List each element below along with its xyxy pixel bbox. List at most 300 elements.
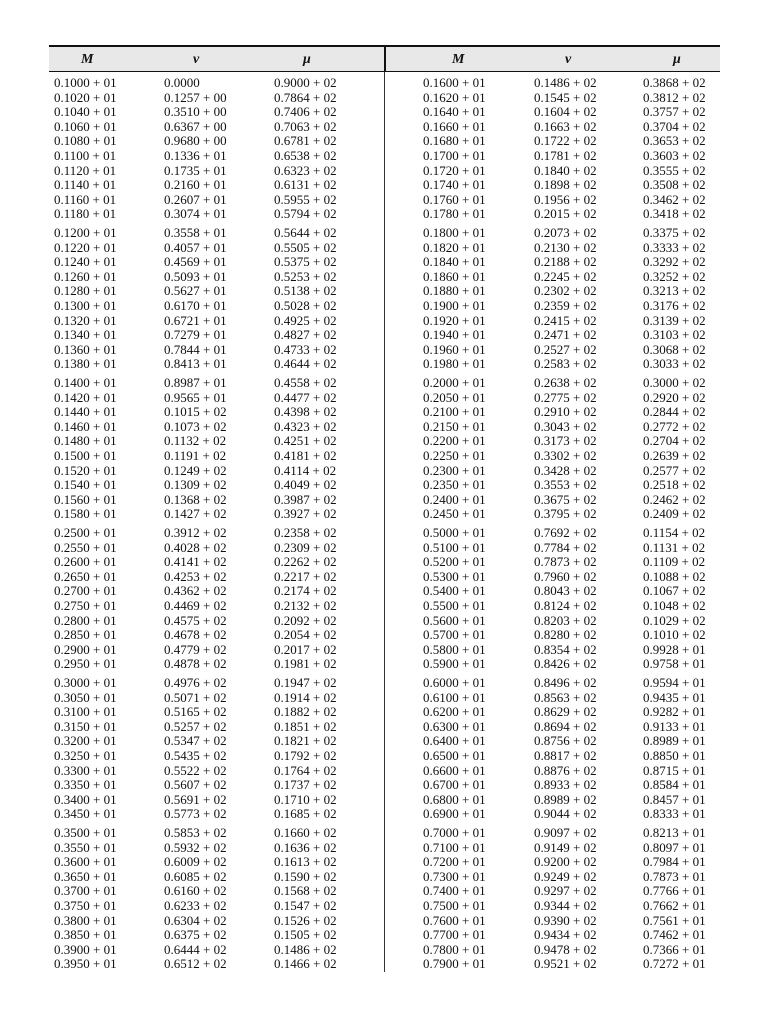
table-cell: 0.7873 + 01 [643,868,706,884]
table-cell: 0.6375 + 02 [164,927,227,943]
table-cell: 0.6400 + 01 [423,733,486,749]
table-cell: 0.3300 + 01 [54,762,117,778]
table-cell: 0.1240 + 01 [54,254,117,270]
table-cell: 0.1660 + 01 [423,118,486,134]
table-cell: 0.2409 + 02 [643,506,706,522]
table-cell: 0.1466 + 02 [274,956,337,972]
table-cell: 0.2245 + 02 [534,268,597,284]
table-cell: 0.3418 + 02 [643,206,706,222]
table-cell: 0.5600 + 01 [423,612,486,628]
table-cell: 0.5627 + 01 [164,283,227,299]
table-cell: 0.2054 + 02 [274,627,337,643]
table-cell: 0.3912 + 02 [164,525,227,540]
table-cell: 0.1400 + 01 [54,375,117,390]
table-row [49,599,720,614]
table-row [49,449,720,464]
table-cell: 0.8203 + 02 [534,612,597,628]
table-row [49,705,720,720]
table-cell: 0.1020 + 01 [54,89,117,105]
header-m-left: M [81,52,94,67]
table-cell: 0.7960 + 02 [534,568,597,584]
table-cell: 0.5000 + 01 [423,525,486,540]
table-cell: 0.2950 + 01 [54,656,117,672]
table-cell: 0.5691 + 02 [164,791,227,807]
table-row [49,343,720,358]
table-row [49,493,720,508]
table-cell: 0.5700 + 01 [423,627,486,643]
table-cell: 0.9434 + 02 [534,927,597,943]
table-row [49,526,720,541]
table-cell: 0.3375 + 02 [643,225,706,240]
table-cell: 0.8876 + 02 [534,762,597,778]
table-cell: 0.1920 + 01 [423,312,486,328]
table-cell: 0.3043 + 02 [534,418,597,434]
table-row [49,149,720,164]
table-cell: 0.6900 + 01 [423,806,486,822]
header-mu-left: μ [303,52,311,67]
table-cell: 0.7300 + 01 [423,868,486,884]
table-cell: 0.8694 + 02 [534,718,597,734]
table-cell: 0.2462 + 02 [643,491,706,507]
table-cell: 0.3173 + 02 [534,433,597,449]
table-cell: 0.8584 + 01 [643,777,706,793]
table-cell: 0.2900 + 01 [54,641,117,657]
table-cell: 0.4057 + 01 [164,239,227,255]
table-cell: 0.2471 + 02 [534,327,597,343]
table-cell: 0.1067 + 02 [643,583,706,599]
table-row [49,957,720,972]
table-row [49,676,720,691]
table-cell: 0.1040 + 01 [54,104,117,120]
table-cell: 0.3750 + 01 [54,898,117,913]
table-cell: 0.1120 + 01 [54,162,117,178]
table-cell: 0.6170 + 01 [164,298,227,313]
table-cell: 0.6512 + 02 [164,956,227,972]
table-cell: 0.6367 + 00 [164,118,227,134]
table-cell: 0.6131 + 02 [274,177,337,193]
table-cell: 0.8354 + 02 [534,641,597,657]
table-cell: 0.2262 + 02 [274,554,337,570]
table-cell: 0.9097 + 02 [534,825,597,840]
table-row [49,555,720,570]
table-cell: 0.1956 + 02 [534,191,597,207]
table-row [49,76,720,91]
table-cell: 0.4253 + 02 [164,568,227,584]
table-cell: 0.1710 + 02 [274,791,337,807]
table-cell: 0.1980 + 01 [423,356,486,372]
table-cell: 0.3868 + 02 [643,75,706,90]
table-cell: 0.5522 + 02 [164,762,227,778]
table-cell: 0.2550 + 01 [54,539,117,555]
table-cell: 0.7700 + 01 [423,927,486,943]
table-cell: 0.4678 + 02 [164,627,227,643]
table-cell: 0.2844 + 02 [643,404,706,420]
header-nu-right: ν [565,52,572,67]
table-row [49,657,720,672]
table-cell: 0.3050 + 01 [54,689,117,705]
table-row [49,255,720,270]
table-cell: 0.7984 + 01 [643,854,706,870]
table-row [49,570,720,585]
table-cell: 0.6700 + 01 [423,777,486,793]
table-cell: 0.5800 + 01 [423,641,486,657]
table-cell: 0.1740 + 01 [423,177,486,193]
table-row [49,207,720,222]
table-cell: 0.2850 + 01 [54,627,117,643]
table-cell: 0.4925 + 02 [274,312,337,328]
table-cell: 0.3292 + 02 [643,254,706,270]
table-cell: 0.8333 + 01 [643,806,706,822]
table-cell: 0.5900 + 01 [423,656,486,672]
table-cell: 0.6000 + 01 [423,675,486,690]
table-cell: 0.9000 + 02 [274,75,337,90]
table-cell: 0.3033 + 02 [643,356,706,372]
table-cell: 0.3700 + 01 [54,883,117,899]
table-cell: 0.1249 + 02 [164,462,227,478]
table-cell: 0.8124 + 02 [534,598,597,613]
table-row [49,134,720,149]
table-cell: 0.3500 + 01 [54,825,117,840]
table-cell: 0.2200 + 01 [423,433,486,449]
table-row [49,328,720,343]
table-cell: 0.1800 + 01 [423,225,486,240]
table-cell: 0.1300 + 01 [54,298,117,313]
table-cell: 0.7844 + 01 [164,341,227,357]
table-cell: 0.4141 + 02 [164,554,227,570]
table-cell: 0.2073 + 02 [534,225,597,240]
table-cell: 0.2638 + 02 [534,375,597,390]
table-cell: 0.1792 + 02 [274,748,337,763]
table-cell: 0.2775 + 02 [534,389,597,405]
table-row [49,584,720,599]
table-cell: 0.1821 + 02 [274,733,337,749]
table-cell: 0.8715 + 01 [643,762,706,778]
table-cell: 0.3462 + 02 [643,191,706,207]
table-cell: 0.5100 + 01 [423,539,486,555]
table-cell: 0.9149 + 02 [534,839,597,855]
table-row [49,270,720,285]
table-cell: 0.1420 + 01 [54,389,117,405]
table-cell: 0.7100 + 01 [423,839,486,855]
table-cell: 0.9594 + 01 [643,675,706,690]
table-cell: 0.1781 + 02 [534,148,597,163]
table-row [49,178,720,193]
table-cell: 0.9390 + 02 [534,912,597,928]
table-cell: 0.7800 + 01 [423,941,486,957]
table-cell: 0.1015 + 02 [164,404,227,420]
table-cell: 0.1073 + 02 [164,418,227,434]
table-cell: 0.1048 + 02 [643,598,706,613]
table-cell: 0.1109 + 02 [643,554,706,570]
table-cell: 0.7279 + 01 [164,327,227,343]
table-cell: 0.1191 + 02 [164,448,227,463]
table-row [49,434,720,449]
table-cell: 0.5500 + 01 [423,598,486,613]
table-cell: 0.8413 + 01 [164,356,227,372]
table-cell: 0.1882 + 02 [274,704,337,720]
table-cell: 0.9044 + 02 [534,806,597,822]
table-cell: 0.9133 + 01 [643,718,706,734]
table-cell: 0.2700 + 01 [54,583,117,599]
table-cell: 0.8987 + 01 [164,375,227,390]
table-cell: 0.8097 + 01 [643,839,706,855]
table-cell: 0.4976 + 02 [164,675,227,690]
table-row [49,164,720,179]
table-cell: 0.1914 + 02 [274,689,337,705]
table-cell: 0.3100 + 01 [54,704,117,720]
table-cell: 0.1029 + 02 [643,612,706,628]
table-cell: 0.1722 + 02 [534,133,597,149]
table-cell: 0.5200 + 01 [423,554,486,570]
table-cell: 0.1613 + 02 [274,854,337,870]
table-cell: 0.2188 + 02 [534,254,597,270]
table-cell: 0.3000 + 01 [54,675,117,690]
table-cell: 0.1132 + 02 [164,433,227,449]
table-cell: 0.1010 + 02 [643,627,706,643]
table-cell: 0.3213 + 02 [643,283,706,299]
table-cell: 0.2174 + 02 [274,583,337,599]
table-cell: 0.1547 + 02 [274,898,337,913]
table-cell: 0.5955 + 02 [274,191,337,207]
table-cell: 0.2250 + 01 [423,448,486,463]
table-cell: 0.5400 + 01 [423,583,486,599]
table-cell: 0.3103 + 02 [643,327,706,343]
table-cell: 0.5932 + 02 [164,839,227,855]
table-cell: 0.3510 + 00 [164,104,227,120]
table-cell: 0.5773 + 02 [164,806,227,822]
table-cell: 0.2300 + 01 [423,462,486,478]
table-cell: 0.6500 + 01 [423,748,486,763]
table-cell: 0.1200 + 01 [54,225,117,240]
table-cell: 0.5375 + 02 [274,254,337,270]
table-cell: 0.8457 + 01 [643,791,706,807]
table-cell: 0.2000 + 01 [423,375,486,390]
table-cell: 0.1309 + 02 [164,477,227,493]
table-row [49,855,720,870]
table-cell: 0.6160 + 02 [164,883,227,899]
table-cell: 0.7662 + 01 [643,898,706,913]
table-cell: 0.1600 + 01 [423,75,486,90]
table-cell: 0.5644 + 02 [274,225,337,240]
table-cell: 0.5138 + 02 [274,283,337,299]
table-cell: 0.3550 + 01 [54,839,117,855]
table-cell: 0.1140 + 01 [54,177,117,193]
table-cell: 0.1545 + 02 [534,89,597,105]
table-cell: 0.7400 + 01 [423,883,486,899]
table-row [49,914,720,929]
table-cell: 0.1088 + 02 [643,568,706,584]
table-header [49,45,720,72]
table-cell: 0.3675 + 02 [534,491,597,507]
table-cell: 0.7873 + 02 [534,554,597,570]
table-row [49,478,720,493]
header-m-right: M [452,52,465,67]
table-cell: 0.3600 + 01 [54,854,117,870]
table-cell: 0.1820 + 01 [423,239,486,255]
table-cell: 0.1981 + 02 [274,656,337,672]
table-cell: 0.3757 + 02 [643,104,706,120]
table-cell: 0.1440 + 01 [54,404,117,420]
table-cell: 0.2704 + 02 [643,433,706,449]
table-cell: 0.2217 + 02 [274,568,337,584]
table-cell: 0.1505 + 02 [274,927,337,943]
table-cell: 0.4469 + 02 [164,598,227,613]
table-cell: 0.3553 + 02 [534,477,597,493]
table-cell: 0.1663 + 02 [534,118,597,134]
table-cell: 0.1735 + 01 [164,162,227,178]
table-cell: 0.4558 + 02 [274,375,337,390]
table-cell: 0.1737 + 02 [274,777,337,793]
table-cell: 0.3508 + 02 [643,177,706,193]
table-cell: 0.6600 + 01 [423,762,486,778]
table-cell: 0.9282 + 01 [643,704,706,720]
table-cell: 0.7600 + 01 [423,912,486,928]
table-cell: 0.1680 + 01 [423,133,486,149]
table-cell: 0.9478 + 02 [534,941,597,957]
table-cell: 0.1760 + 01 [423,191,486,207]
table-cell: 0.5093 + 01 [164,268,227,284]
table-cell: 0.5028 + 02 [274,298,337,313]
table-cell: 0.1368 + 02 [164,491,227,507]
table-cell: 0.1620 + 01 [423,89,486,105]
table-row [49,193,720,208]
table-cell: 0.3795 + 02 [534,506,597,522]
table-cell: 0.4477 + 02 [274,389,337,405]
table-cell: 0.1480 + 01 [54,433,117,449]
table-cell: 0.6009 + 02 [164,854,227,870]
table-cell: 0.5607 + 02 [164,777,227,793]
table-cell: 0.9565 + 01 [164,389,227,405]
table-cell: 0.4114 + 02 [274,462,337,478]
table-cell: 0.2450 + 01 [423,506,486,522]
table-cell: 0.4569 + 01 [164,254,227,270]
table-cell: 0.9435 + 01 [643,689,706,705]
table-cell: 0.1851 + 02 [274,718,337,734]
table-row [49,778,720,793]
table-cell: 0.1540 + 01 [54,477,117,493]
table-cell: 0.6100 + 01 [423,689,486,705]
table-cell: 0.2100 + 01 [423,404,486,420]
table-cell: 0.1940 + 01 [423,327,486,343]
table-row [49,826,720,841]
table-cell: 0.4049 + 02 [274,477,337,493]
table-cell: 0.2132 + 02 [274,598,337,613]
table-cell: 0.7000 + 01 [423,825,486,840]
table-cell: 0.2800 + 01 [54,612,117,628]
table-cell: 0.8933 + 02 [534,777,597,793]
table-cell: 0.6538 + 02 [274,148,337,163]
table-cell: 0.5257 + 02 [164,718,227,734]
table-cell: 0.3000 + 02 [643,375,706,390]
table-cell: 0.3302 + 02 [534,448,597,463]
table-row [49,120,720,135]
table-cell: 0.3927 + 02 [274,506,337,522]
table-row [49,749,720,764]
table-cell: 0.4644 + 02 [274,356,337,372]
table-cell: 0.7784 + 02 [534,539,597,555]
table-cell: 0.2650 + 01 [54,568,117,584]
table-cell: 0.1100 + 01 [54,148,117,163]
table-cell: 0.1220 + 01 [54,239,117,255]
table-cell: 0.9758 + 01 [643,656,706,672]
table-cell: 0.4779 + 02 [164,641,227,657]
table-cell: 0.1280 + 01 [54,283,117,299]
table-cell: 0.3800 + 01 [54,912,117,928]
table-cell: 0.8426 + 02 [534,656,597,672]
table-row [49,764,720,779]
table-cell: 0.9200 + 02 [534,854,597,870]
table-cell: 0.7500 + 01 [423,898,486,913]
table-cell: 0.4398 + 02 [274,404,337,420]
table-cell: 0.1520 + 01 [54,462,117,478]
table-cell: 0.6300 + 01 [423,718,486,734]
table-cell: 0.1427 + 02 [164,506,227,522]
table-cell: 0.1685 + 02 [274,806,337,822]
table-cell: 0.5253 + 02 [274,268,337,284]
table-cell: 0.1636 + 02 [274,839,337,855]
table-cell: 0.1960 + 01 [423,341,486,357]
table-cell: 0.1131 + 02 [643,539,706,555]
table-row [49,943,720,958]
table-cell: 0.8989 + 02 [534,791,597,807]
table-cell: 0.3350 + 01 [54,777,117,793]
table-row [49,541,720,556]
table-cell: 0.1590 + 02 [274,868,337,884]
table-cell: 0.1180 + 01 [54,206,117,222]
table-cell: 0.1660 + 02 [274,825,337,840]
table-cell: 0.1720 + 01 [423,162,486,178]
table-cell: 0.1568 + 02 [274,883,337,899]
table-cell: 0.3428 + 02 [534,462,597,478]
table-row [49,105,720,120]
table-cell: 0.5853 + 02 [164,825,227,840]
table-cell: 0.4827 + 02 [274,327,337,343]
table-cell: 0.2772 + 02 [643,418,706,434]
table-cell: 0.0000 [164,75,200,90]
table-cell: 0.7366 + 01 [643,941,706,957]
table-row [49,870,720,885]
table-cell: 0.1780 + 01 [423,206,486,222]
table-cell: 0.2050 + 01 [423,389,486,405]
table-cell: 0.2600 + 01 [54,554,117,570]
table-row [49,691,720,706]
table-cell: 0.1880 + 01 [423,283,486,299]
table-cell: 0.1764 + 02 [274,762,337,778]
table-cell: 0.4323 + 02 [274,418,337,434]
table-cell: 0.4878 + 02 [164,656,227,672]
table-cell: 0.2160 + 01 [164,177,227,193]
table-row [49,884,720,899]
table-cell: 0.8989 + 01 [643,733,706,749]
table-cell: 0.1604 + 02 [534,104,597,120]
table-cell: 0.8756 + 02 [534,733,597,749]
table-cell: 0.1080 + 01 [54,133,117,149]
table-cell: 0.5794 + 02 [274,206,337,222]
table-cell: 0.2910 + 02 [534,404,597,420]
table-row [49,720,720,735]
table-cell: 0.1640 + 01 [423,104,486,120]
table-cell: 0.5435 + 02 [164,748,227,763]
table-cell: 0.4362 + 02 [164,583,227,599]
table-row [49,376,720,391]
table-row [49,405,720,420]
table-cell: 0.1000 + 01 [54,75,117,90]
table-row [49,841,720,856]
table-cell: 0.3176 + 02 [643,298,706,313]
table-cell: 0.9249 + 02 [534,868,597,884]
table-row [49,284,720,299]
table-cell: 0.7272 + 01 [643,956,706,972]
